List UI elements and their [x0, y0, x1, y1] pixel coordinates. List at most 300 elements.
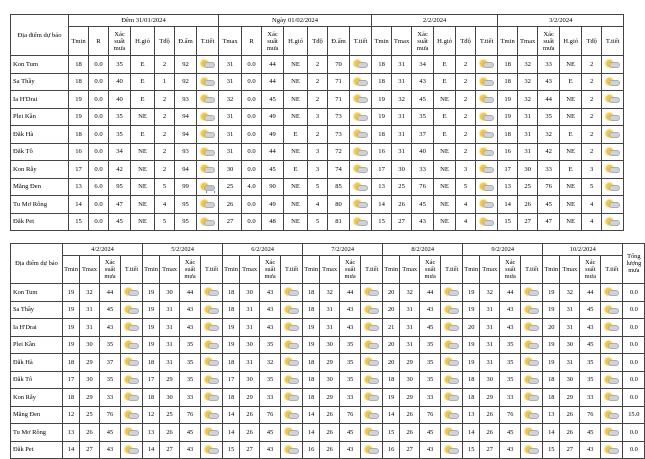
partly-cloudy-icon: [353, 147, 369, 157]
value-cell: 72: [328, 143, 350, 161]
value-cell: 32: [260, 354, 281, 372]
value-cell: 18: [303, 284, 320, 302]
partly-cloudy-icon: [284, 287, 300, 297]
value-cell: 19: [498, 91, 518, 109]
value-cell: 45: [580, 336, 601, 354]
weather-cell: [201, 406, 223, 424]
value-cell: 73: [328, 126, 350, 144]
value-cell: 43: [180, 301, 201, 319]
value-cell: 35: [109, 56, 131, 74]
value-cell: 2: [308, 56, 328, 74]
value-cell: 29: [560, 389, 580, 407]
value-cell: 19: [543, 336, 560, 354]
partly-cloudy-icon: [364, 322, 380, 332]
value-cell: 33: [500, 389, 521, 407]
value-cell: 32: [518, 73, 538, 91]
value-cell: 0.0: [89, 91, 109, 109]
value-cell: 16: [372, 143, 392, 161]
weather-header: T.tiết: [476, 27, 498, 56]
value-cell: 76: [180, 406, 201, 424]
value-cell: 31: [518, 108, 538, 126]
tmin-header: Tmin: [69, 27, 89, 56]
weather-cell: [441, 354, 463, 372]
value-cell: 45: [340, 424, 361, 442]
partly-cloudy-icon: [444, 322, 460, 332]
partly-cloudy-icon: [605, 112, 621, 122]
value-cell: 0.0: [89, 213, 109, 231]
partly-cloudy-icon: [204, 392, 220, 402]
table-row: [11, 126, 624, 144]
wind-speed-header: Tđộ: [582, 27, 602, 56]
value-cell: 47: [538, 213, 560, 231]
partly-cloudy-icon: [605, 199, 621, 209]
table-row: [11, 108, 624, 126]
partly-cloudy-icon: [124, 410, 140, 420]
weather-cell: [476, 108, 498, 126]
value-cell: 26: [400, 424, 420, 442]
value-cell: 31: [240, 354, 260, 372]
value-cell: 30: [320, 371, 340, 389]
weather-cell: [361, 301, 383, 319]
partly-cloudy-icon: [200, 147, 216, 157]
partly-cloudy-icon: [604, 305, 620, 315]
partly-cloudy-icon: [284, 427, 300, 437]
value-cell: 26: [240, 424, 260, 442]
value-cell: 2: [456, 143, 476, 161]
weather-cell: [602, 161, 624, 179]
weather-cell: [201, 441, 223, 459]
total-rain-cell: 0.0: [623, 424, 645, 442]
date-header-row: [11, 244, 645, 256]
value-cell: E: [434, 108, 456, 126]
weather-cell: [201, 336, 223, 354]
partly-cloudy-icon: [353, 164, 369, 174]
value-cell: NE: [284, 91, 308, 109]
partly-cloudy-icon: [444, 357, 460, 367]
weather-header: T.tiết: [197, 27, 219, 56]
value-cell: 32: [560, 284, 580, 302]
value-cell: 27: [480, 441, 500, 459]
weather-cell: [521, 389, 543, 407]
table-row: [11, 143, 624, 161]
value-cell: 2: [456, 126, 476, 144]
value-cell: 31: [480, 301, 500, 319]
value-cell: 43: [580, 441, 601, 459]
location-name: Đăk Hà: [11, 126, 69, 144]
partly-cloudy-icon: [524, 287, 540, 297]
value-cell: 19: [543, 284, 560, 302]
value-cell: 31: [160, 336, 180, 354]
tmin-header: Tmin: [463, 256, 480, 284]
weather-cell: [281, 389, 303, 407]
partly-cloudy-icon: [124, 305, 140, 315]
value-cell: 32: [392, 91, 412, 109]
value-cell: E: [434, 73, 456, 91]
weather-cell: [441, 441, 463, 459]
value-cell: 18: [303, 389, 320, 407]
value-cell: 3: [308, 108, 328, 126]
value-cell: 0.0: [242, 143, 262, 161]
value-cell: 31: [219, 126, 242, 144]
location-name: Măng Đen: [11, 406, 63, 424]
weather-cell: [121, 424, 143, 442]
value-cell: 48: [262, 213, 284, 231]
weather-cell: [476, 73, 498, 91]
partly-cloudy-icon: [524, 392, 540, 402]
value-cell: E: [131, 73, 155, 91]
partly-cloudy-icon: [604, 375, 620, 385]
value-cell: 0.0: [242, 56, 262, 74]
rain-prob-header: Xác suất mưa: [260, 256, 281, 284]
location-name: Sa Thầy: [11, 73, 69, 91]
partly-cloudy-icon: [284, 305, 300, 315]
value-cell: 26: [560, 424, 580, 442]
weather-cell: [201, 354, 223, 372]
value-cell: 3: [308, 161, 328, 179]
value-cell: 15: [498, 213, 518, 231]
weather-cell: [521, 441, 543, 459]
partly-cloudy-icon: [200, 59, 216, 69]
value-cell: 35: [100, 371, 121, 389]
value-cell: 5: [155, 213, 175, 231]
value-cell: 12: [143, 406, 160, 424]
weather-cell: [361, 424, 383, 442]
value-cell: 35: [180, 354, 201, 372]
value-cell: E: [560, 73, 582, 91]
value-cell: 0.0: [242, 161, 262, 179]
value-cell: 43: [340, 301, 361, 319]
value-cell: 32: [538, 126, 560, 144]
value-cell: NE: [560, 196, 582, 214]
partly-cloudy-icon: [479, 182, 495, 192]
period-header: 2/2/2024: [372, 15, 498, 27]
value-cell: 19: [143, 336, 160, 354]
partly-cloudy-icon: [364, 445, 380, 455]
value-cell: E: [560, 126, 582, 144]
partly-cloudy-icon: [124, 392, 140, 402]
value-cell: 19: [303, 319, 320, 337]
value-cell: 30: [240, 371, 260, 389]
location-name: Đăk Hà: [11, 354, 63, 372]
weather-header: T.tiết: [601, 256, 623, 284]
weather-cell: [441, 319, 463, 337]
location-name: Kon Rẫy: [11, 389, 63, 407]
value-cell: 16: [383, 441, 400, 459]
value-cell: 26: [219, 196, 242, 214]
value-cell: E: [131, 91, 155, 109]
date-header: 10/2/2024: [543, 244, 623, 256]
partly-cloudy-icon: [524, 340, 540, 350]
weather-cell: [476, 213, 498, 231]
value-cell: 18: [63, 389, 80, 407]
location-name: Măng Đen: [11, 178, 69, 196]
weather-cell: [521, 406, 543, 424]
location-header: Địa điểm dự báo: [11, 15, 69, 56]
value-cell: 43: [180, 319, 201, 337]
value-cell: 19: [223, 319, 240, 337]
value-cell: 3: [582, 161, 602, 179]
weather-cell: [601, 441, 623, 459]
rain-prob-header: Xác suất mưa: [262, 27, 284, 56]
weather-cell: [601, 424, 623, 442]
weather-cell: [281, 354, 303, 372]
weather-cell: [521, 284, 543, 302]
weather-cell: [361, 371, 383, 389]
weather-cell: [350, 196, 372, 214]
value-cell: NE: [131, 161, 155, 179]
partly-cloudy-icon: [605, 77, 621, 87]
value-cell: 14: [498, 196, 518, 214]
value-cell: 99: [175, 178, 197, 196]
partly-cloudy-icon: [444, 287, 460, 297]
value-cell: 13: [463, 406, 480, 424]
value-cell: 40: [109, 91, 131, 109]
value-cell: 4: [456, 196, 476, 214]
value-cell: 35: [180, 336, 201, 354]
rain-prob-header: Xác suất mưa: [580, 256, 601, 284]
tmin-header: Tmin: [383, 256, 400, 284]
weather-cell: [361, 354, 383, 372]
value-cell: 2: [582, 73, 602, 91]
rain-prob-header: Xác suất mưa: [340, 256, 361, 284]
value-cell: 31: [160, 301, 180, 319]
value-cell: 17: [372, 161, 392, 179]
partly-cloudy-icon: [444, 305, 460, 315]
value-cell: 25: [80, 406, 100, 424]
table-row: [11, 284, 645, 302]
value-cell: 31: [392, 126, 412, 144]
value-cell: NE: [284, 178, 308, 196]
partly-cloudy-icon: [200, 112, 216, 122]
value-cell: 43: [340, 319, 361, 337]
value-cell: 40: [109, 73, 131, 91]
value-cell: 43: [500, 319, 521, 337]
value-cell: 4: [456, 213, 476, 231]
value-cell: 90: [262, 178, 284, 196]
value-cell: E: [434, 56, 456, 74]
value-cell: 42: [109, 161, 131, 179]
weather-header: T.tiết: [441, 256, 463, 284]
value-cell: 71: [328, 91, 350, 109]
value-cell: 43: [180, 441, 201, 459]
value-cell: 45: [412, 91, 434, 109]
weather-cell: [197, 178, 219, 196]
partly-cloudy-icon: [605, 217, 621, 227]
partly-cloudy-icon: [524, 375, 540, 385]
weather-cell: [197, 213, 219, 231]
value-cell: 31: [240, 319, 260, 337]
value-cell: NE: [131, 143, 155, 161]
value-cell: 18: [498, 126, 518, 144]
value-cell: 43: [412, 73, 434, 91]
value-cell: 30: [480, 371, 500, 389]
value-cell: 44: [262, 73, 284, 91]
weather-header: T.tiết: [121, 256, 143, 284]
tmax-header: Tmax: [392, 27, 412, 56]
date-header: 8/2/2024: [383, 244, 463, 256]
value-cell: 29: [320, 389, 340, 407]
weather-cell: [350, 91, 372, 109]
partly-cloudy-icon: [200, 164, 216, 174]
value-cell: NE: [434, 196, 456, 214]
partly-cloudy-icon: [204, 357, 220, 367]
value-cell: 45: [180, 424, 201, 442]
value-cell: 13: [63, 424, 80, 442]
date-header: 7/2/2024: [303, 244, 383, 256]
value-cell: NE: [560, 91, 582, 109]
weather-cell: [201, 389, 223, 407]
value-cell: 73: [328, 108, 350, 126]
value-cell: 27: [518, 213, 538, 231]
weather-cell: [441, 389, 463, 407]
partly-cloudy-icon: [524, 322, 540, 332]
value-cell: 45: [262, 161, 284, 179]
weather-header: T.tiết: [602, 27, 624, 56]
weather-cell: [441, 301, 463, 319]
value-cell: 29: [160, 371, 180, 389]
location-name: Ia H'Drai: [11, 91, 69, 109]
weather-cell: [521, 424, 543, 442]
value-cell: 20: [383, 336, 400, 354]
table-row: [11, 73, 624, 91]
value-cell: 30: [560, 371, 580, 389]
partly-cloudy-icon: [200, 94, 216, 104]
wind-speed-header: Tđộ: [456, 27, 476, 56]
value-cell: 5: [155, 178, 175, 196]
partly-cloudy-icon: [204, 287, 220, 297]
value-cell: 2: [456, 108, 476, 126]
value-cell: 19: [463, 301, 480, 319]
value-cell: 2: [155, 143, 175, 161]
value-cell: 6.0: [89, 178, 109, 196]
value-cell: 94: [175, 161, 197, 179]
weather-cell: [601, 389, 623, 407]
value-cell: 43: [260, 319, 281, 337]
value-cell: 35: [100, 336, 121, 354]
weather-cell: [197, 143, 219, 161]
weather-cell: [601, 319, 623, 337]
value-cell: 2: [155, 108, 175, 126]
value-cell: 32: [518, 56, 538, 74]
weather-cell: [121, 301, 143, 319]
value-cell: 76: [100, 406, 121, 424]
value-cell: 14: [463, 424, 480, 442]
value-cell: 45: [580, 424, 601, 442]
value-cell: NE: [131, 213, 155, 231]
weather-cell: [281, 319, 303, 337]
value-cell: 16: [303, 441, 320, 459]
weather-cell: [441, 336, 463, 354]
partly-cloudy-icon: [605, 164, 621, 174]
partly-cloudy-icon: [204, 445, 220, 455]
table-row: [11, 161, 624, 179]
weather-cell: [201, 284, 223, 302]
value-cell: 2: [308, 73, 328, 91]
value-cell: NE: [131, 196, 155, 214]
weather-cell: [441, 284, 463, 302]
value-cell: 14: [223, 424, 240, 442]
weather-cell: [121, 389, 143, 407]
value-cell: 29: [400, 389, 420, 407]
partly-cloudy-icon: [353, 77, 369, 87]
value-cell: 31: [480, 336, 500, 354]
value-cell: 95: [175, 213, 197, 231]
value-cell: 43: [420, 441, 441, 459]
location-name: Đăk Pet: [11, 213, 69, 231]
weather-cell: [441, 371, 463, 389]
weather-cell: [350, 126, 372, 144]
value-cell: 19: [463, 284, 480, 302]
value-cell: 0.0: [89, 196, 109, 214]
weather-cell: [350, 213, 372, 231]
value-cell: 18: [69, 73, 89, 91]
value-cell: 2: [155, 126, 175, 144]
value-cell: 33: [420, 389, 441, 407]
value-cell: 93: [175, 143, 197, 161]
location-header: Địa điểm dự báo: [11, 244, 63, 284]
value-cell: 45: [412, 196, 434, 214]
value-cell: 35: [340, 354, 361, 372]
value-cell: 31: [392, 108, 412, 126]
value-cell: 14: [63, 441, 80, 459]
value-cell: 76: [580, 406, 601, 424]
weather-cell: [197, 56, 219, 74]
value-cell: NE: [560, 143, 582, 161]
value-cell: 31: [320, 301, 340, 319]
value-cell: 33: [340, 389, 361, 407]
table-row: [11, 336, 645, 354]
weather-cell: [281, 424, 303, 442]
value-cell: 26: [400, 406, 420, 424]
value-cell: 27: [560, 441, 580, 459]
tmax-header: Tmax: [320, 256, 340, 284]
weather-cell: [602, 126, 624, 144]
value-cell: 20: [383, 354, 400, 372]
value-cell: 94: [175, 108, 197, 126]
value-cell: 5: [456, 178, 476, 196]
location-name: Kon Tum: [11, 284, 63, 302]
weather-cell: [361, 319, 383, 337]
value-cell: 4: [155, 196, 175, 214]
table-row: [11, 56, 624, 74]
partly-cloudy-icon: [524, 445, 540, 455]
tmax-header: Tmax: [219, 27, 242, 56]
partly-cloudy-icon: [444, 427, 460, 437]
weather-cell: [441, 424, 463, 442]
value-cell: 19: [63, 336, 80, 354]
value-cell: 49: [262, 126, 284, 144]
r-header: R: [242, 27, 262, 56]
value-cell: 18: [543, 371, 560, 389]
partly-cloudy-icon: [605, 182, 621, 192]
value-cell: 13: [143, 424, 160, 442]
value-cell: 19: [303, 336, 320, 354]
value-cell: 35: [109, 108, 131, 126]
value-cell: 35: [412, 108, 434, 126]
weather-cell: [602, 178, 624, 196]
value-cell: 31: [400, 336, 420, 354]
value-cell: 45: [100, 301, 121, 319]
partly-cloudy-icon: [284, 410, 300, 420]
value-cell: 49: [262, 108, 284, 126]
value-cell: 47: [109, 196, 131, 214]
value-cell: 3: [456, 161, 476, 179]
value-cell: 33: [580, 389, 601, 407]
value-cell: 31: [392, 143, 412, 161]
total-rain-cell: 0.0: [623, 301, 645, 319]
tmin-header: Tmin: [372, 27, 392, 56]
value-cell: 2: [155, 91, 175, 109]
